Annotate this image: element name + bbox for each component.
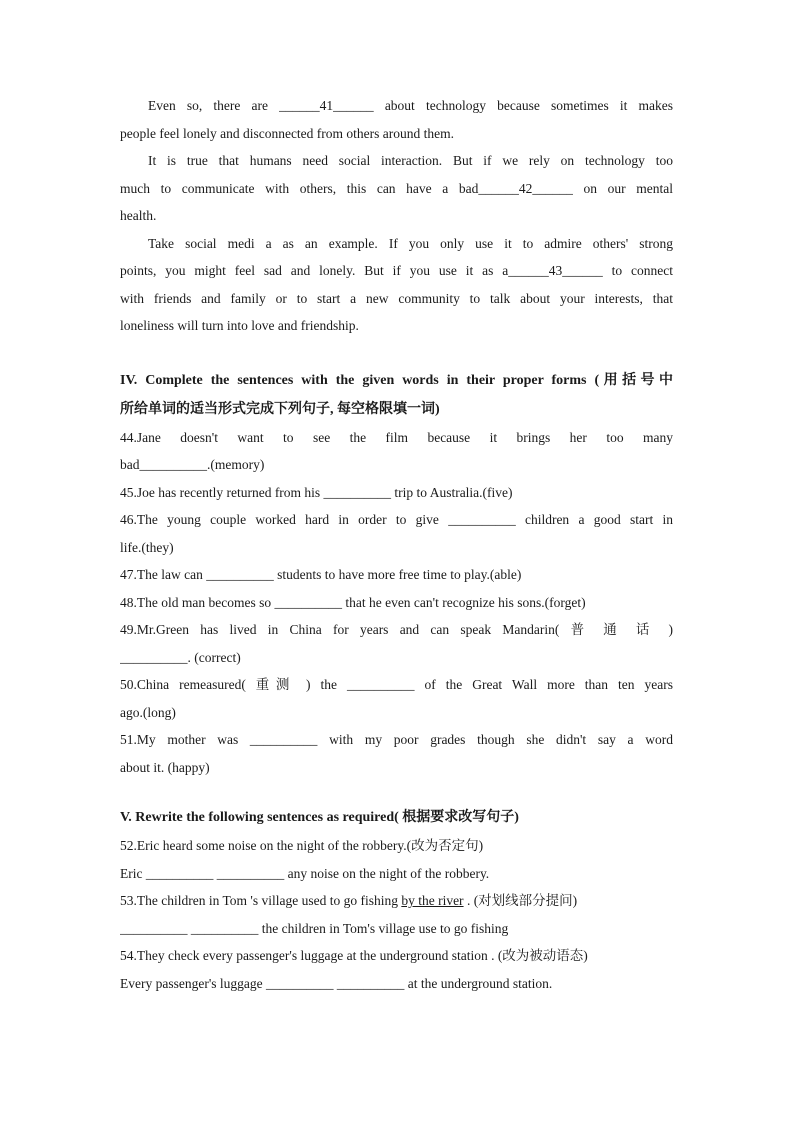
question-line: 51.My mother was __________ with my poor grades though she didn't say a word: [120, 732, 673, 747]
question-53-instruction: . (对划线部分提问): [463, 893, 578, 908]
answer-54: Every passenger's luggage __________ __________ at the underground station.: [120, 975, 553, 991]
passage-line: health.: [120, 208, 157, 223]
question-53-text: 53.The children in Tom 's village used to go fishing: [120, 893, 402, 908]
question-line: 49.Mr.Green has lived in China for years and can speak Mandarin( 普 通 话 ): [120, 622, 673, 637]
question-line: life.(they): [120, 539, 174, 555]
section-4: [120, 366, 673, 782]
question-line: 46.The young couple worked hard in order to give __________ children a good start in: [120, 512, 673, 527]
question-53: [120, 887, 673, 915]
passage-line: Take social medi a as an example. If you only use it to admire others' strong: [148, 235, 673, 251]
section-5: [120, 803, 673, 997]
reading-passage: [120, 92, 673, 340]
answer-52: Eric __________ __________ any noise on the night of the robbery.: [120, 865, 490, 881]
passage-line: Even so, there are ______41______ about technology because sometimes it makes: [148, 98, 673, 113]
question-line: 47.The law can __________ students to have more free time to play.(able): [120, 567, 522, 582]
passage-line: with friends and family or to start a new community to talk about your interests, that: [120, 290, 673, 306]
question-line: 50.China remeasured( 重测 ) the __________ of the Great Wall more than ten years: [120, 677, 673, 692]
question-line: __________. (correct): [120, 649, 241, 665]
question-line: 48.The old man becomes so __________ that he even can't recognize his sons.(forget): [120, 594, 586, 610]
question-52: 52.Eric heard some noise on the night of the robbery.(改为否定句): [120, 838, 484, 853]
question-54: 54.They check every passenger's luggage at the underground station . (改为被动语态): [120, 948, 588, 963]
underlined-phrase: by the river: [401, 893, 464, 908]
section-4-heading: IV. Complete the sentences with the given words in their proper forms (用括号中: [120, 372, 673, 388]
question-line: ago.(long): [120, 704, 176, 720]
passage-line: much to communicate with others, this can have a bad______42______ on our mental: [120, 180, 673, 196]
passage-line: points, you might feel sad and lonely. But if you use it as a______43______ to connect: [120, 263, 673, 278]
question-line: 44.Jane doesn't want to see the film because it brings her too many: [120, 429, 673, 445]
question-line: 45.Joe has recently returned from his __________ trip to Australia.(five): [120, 484, 513, 500]
section-4-heading-cn: 所给单词的适当形式完成下列句子, 每空格限填一词): [120, 401, 440, 417]
passage-line: loneliness will turn into love and friendship.: [120, 318, 359, 333]
answer-53: __________ __________ the children in Tom's village use to go fishing: [120, 920, 509, 936]
worksheet-page: [120, 92, 673, 997]
section-5-heading: V. Rewrite the following sentences as required( 根据要求改写句子): [120, 810, 519, 825]
question-line: bad__________.(memory): [120, 457, 265, 472]
passage-line: people feel lonely and disconnected from others around them.: [120, 125, 455, 141]
passage-line: It is true that humans need social interaction. But if we rely on technology too: [148, 153, 673, 168]
question-line: about it. (happy): [120, 759, 210, 775]
